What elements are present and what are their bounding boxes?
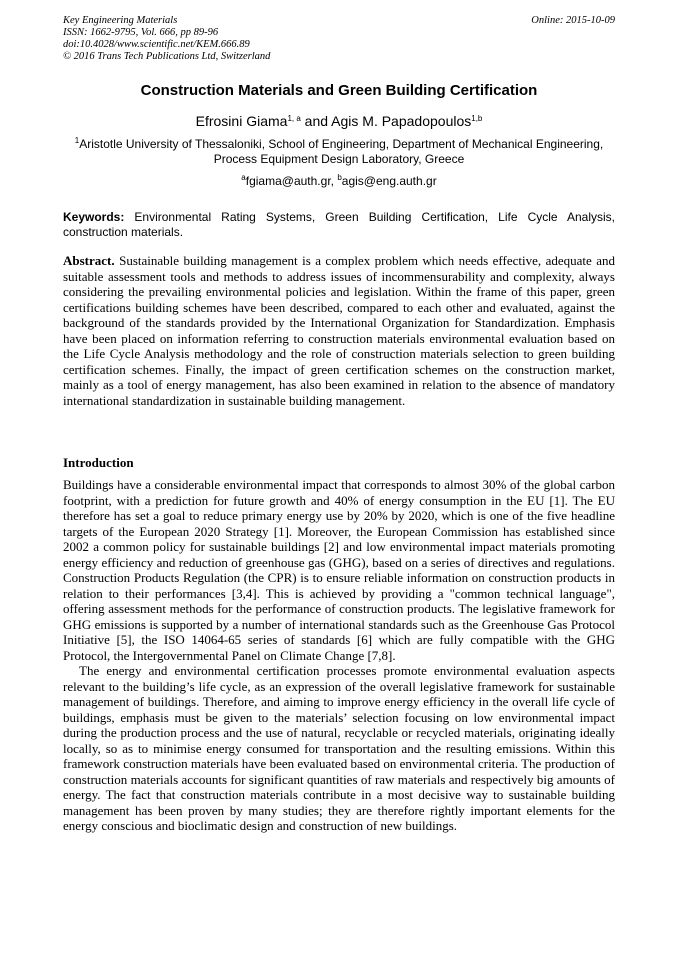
paragraph: The energy and environmental certification processes promote environmental evaluation aspects relevant to the building’s life cycle, as an expression of the overall legislative framework for sustainable management of buildings. Therefore, and aiming to improve energy efficiency in the overall life cycle of buildings, emphasis must be given to the materials’ selection focusing on low environmental impact during the production process and the use of natural, recyclable or recycled materials, originating ideally locally, so as to minimise energy consumed for transportation and the resulting emissions. Within this framework construction materials have been evaluated based on environmental criteria. The production of construction materials accounts for significant quantities of raw materials and respectively big amounts of energy. The fact that construction materials contribute in a most decisive way to sustainable building management has been proven by many studies; they are therefore rightly important elements for the energy conscious and bioclimatic design and construction of new buildings.: [63, 663, 615, 833]
copyright-line: © 2016 Trans Tech Publications Ltd, Switzerland: [63, 51, 271, 62]
abstract: [63, 253, 615, 408]
introduction-body: [63, 477, 615, 834]
email-a[interactable]: fgiama@auth.gr,: [245, 174, 338, 188]
author-1-affil: 1, a: [287, 114, 301, 123]
paper-title: Construction Materials and Green Building Certification: [140, 82, 538, 99]
author-conjunction: and: [300, 113, 332, 129]
keywords-text: Environmental Rating Systems, Green Building Certification, Life Cycle Analysis, construction materials.: [63, 210, 615, 239]
issn-line: ISSN: 1662-9795, Vol. 666, pp 89-96: [63, 27, 219, 38]
email-b-marker: b: [337, 173, 342, 182]
abstract-label: Abstract.: [63, 253, 115, 268]
paragraph: Buildings have a considerable environmental impact that corresponds to almost 30% of the global carbon footprint, with a prediction for future growth and 40% of energy consumption in the EU [1]. The EU therefore has set a goal to reduce primary energy use by 20% by 2020, which is one of the five headline targets of the European 2020 Strategy [1]. Moreover, the European Commission has established since 2002 a common policy for sustainable buildings [2] and low environmental impact materials promoting energy efficiency and reduction of greenhouse gas (GHG), based on a series of directives and regulations. Construction Products Regulation (the CPR) is to ensure reliable information on construction products in relation to their performances [3,4]. This is achieved by providing a "common technical language", offering assessment methods for the performance of construction products. The legislative framework for GHG emissions is supported by a number of international standards such as the Greenhouse Gas Protocol Initiative [5], the ISO 14064-65 series of standards [6] which are fully compatible with the GHG Protocol, the Intergovernmental Panel on Climate Change [7,8].: [63, 477, 615, 663]
affiliation: [63, 137, 615, 167]
journal-name: Key Engineering Materials: [63, 15, 178, 26]
affiliation-marker: 1: [74, 136, 80, 145]
author-2: Agis M. Papadopoulos: [331, 113, 472, 129]
affiliation-text: Aristotle University of Thessaloniki, School of Engineering, Department of Mechanical Engineering, Process Equipment Design Laboratory, Greece: [79, 137, 604, 166]
keywords-label: Keywords:: [63, 210, 125, 224]
doi-line: doi:10.4028/www.scientific.net/KEM.666.89: [63, 39, 250, 50]
email-b[interactable]: agis@eng.auth.gr: [341, 174, 437, 188]
keywords: [63, 210, 615, 240]
online-date: Online: 2015-10-09: [531, 15, 615, 26]
author-2-affil: 1,b: [471, 114, 483, 123]
author-line: [63, 113, 615, 130]
abstract-text: Sustainable building management is a complex problem which needs effective, adequate and suitable assessment tools and methods to address issues of incommensurability and complexity, always considering the prevailing environmental policies and legislation. Within the frame of this paper, green certifications building schemes have been described, compared to each other and evaluated, against the background of the standards provided by the International Organization for Standardization. Emphasis have been placed on information referring to construction materials environmental evaluation based on the Life Cycle Analysis methodology and the role of construction materials selection to green building certification schemes. Finally, the impact of green certification schemes on the construction market, mainly as a tool of energy management, has also been examined in relation to the absence of mandatory international standardization in sustainable building management.: [63, 253, 615, 408]
section-heading-introduction: Introduction: [63, 455, 134, 470]
author-1: Efrosini Giama: [195, 113, 288, 129]
email-a-marker: a: [241, 173, 246, 182]
author-emails: [63, 174, 615, 189]
journal-header: [63, 15, 270, 63]
